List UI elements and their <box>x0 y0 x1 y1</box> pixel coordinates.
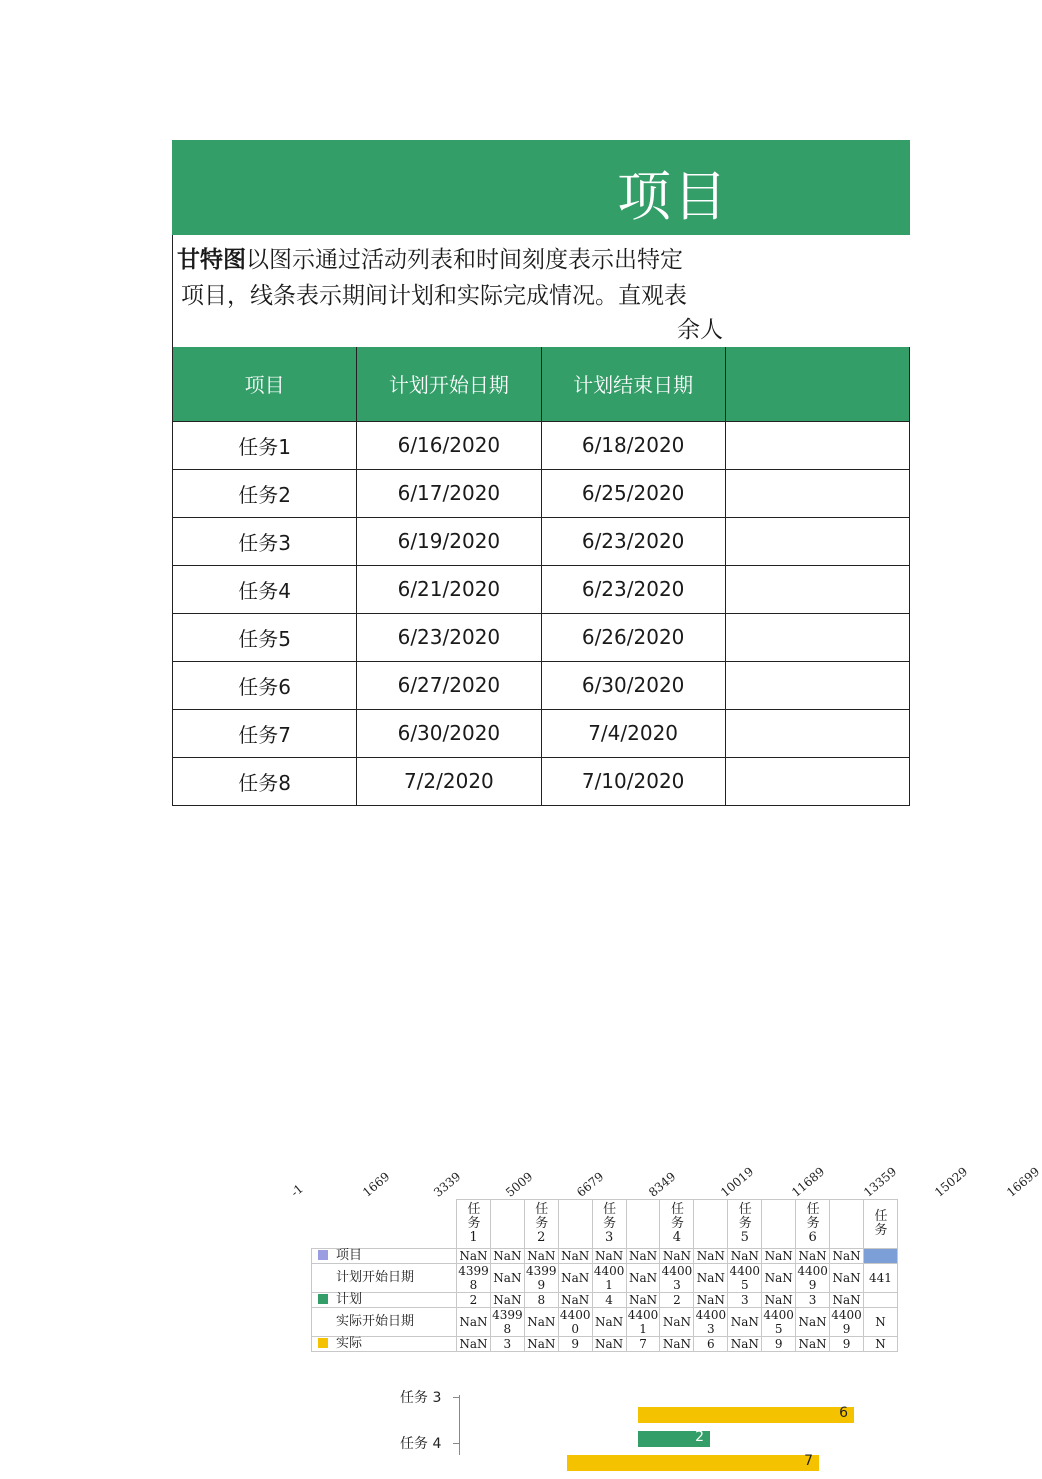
category-char: 任 <box>806 1202 820 1217</box>
title-bar <box>172 140 910 235</box>
header-project: 项目 <box>173 347 357 421</box>
data-cell: NaN <box>490 1249 524 1264</box>
data-cell: NaN <box>626 1293 660 1308</box>
category-char: 务 <box>670 1216 684 1231</box>
data-cell: 3 <box>728 1293 762 1308</box>
series-label <box>312 1264 457 1293</box>
plan-start-cell: 6/17/2020 <box>357 469 541 517</box>
bar-value-label: 7 <box>804 1453 813 1469</box>
task-name-cell: 任务7 <box>173 709 357 757</box>
category-char: 5 <box>740 1230 749 1245</box>
table-row <box>173 757 910 805</box>
table-row <box>173 421 910 469</box>
data-cell: NaN <box>830 1293 864 1308</box>
table-row <box>173 709 910 757</box>
sheet-area <box>172 235 1042 1469</box>
category-char: 3 <box>604 1230 614 1245</box>
clipped-cell <box>725 757 909 805</box>
table-row <box>173 613 910 661</box>
category-cell <box>863 1200 897 1249</box>
series-name: 计划 <box>336 1292 363 1307</box>
data-cell: NaN <box>830 1249 864 1264</box>
category-char: 任 <box>874 1209 888 1224</box>
data-cell: NaN <box>524 1337 558 1352</box>
task-name-cell: 任务4 <box>173 565 357 613</box>
category-cell <box>524 1200 558 1249</box>
x-tick-label: 13359 <box>860 1164 900 1200</box>
data-cell: 9 <box>762 1337 796 1352</box>
category-char: 务 <box>467 1216 481 1231</box>
data-cell: NaN <box>490 1293 524 1308</box>
series-row <box>312 1249 898 1264</box>
clipped-cell <box>725 661 909 709</box>
clipped-cell <box>725 517 909 565</box>
category-cell <box>728 1200 762 1249</box>
data-cell: NaN <box>592 1337 626 1352</box>
description-bold: 甘特图 <box>177 247 246 273</box>
data-cell <box>863 1293 897 1308</box>
task-name-cell: 任务2 <box>173 469 357 517</box>
category-cell <box>796 1200 830 1249</box>
table-row <box>173 661 910 709</box>
page-title: 项目 <box>617 165 729 228</box>
category-char: 务 <box>874 1223 888 1238</box>
category-char: 务 <box>535 1216 549 1231</box>
data-cell: NaN <box>762 1293 796 1308</box>
description-box <box>172 235 725 347</box>
data-cell: 6 <box>694 1337 728 1352</box>
data-cell: NaN <box>456 1308 490 1337</box>
data-cell: 44000 <box>559 1308 591 1336</box>
x-tick-label: -1 <box>288 1181 306 1200</box>
category-cell <box>830 1200 864 1249</box>
data-cell: 43998 <box>492 1308 523 1336</box>
plan-end-cell: 7/4/2020 <box>541 709 725 757</box>
series-row <box>312 1293 898 1308</box>
data-cell: 7 <box>626 1337 660 1352</box>
data-cell: NaN <box>796 1308 830 1337</box>
description-text-1: 以图示通过活动列表和时间刻度表示出特定 <box>246 247 683 273</box>
clipped-cell <box>725 565 909 613</box>
series-name: 实际 <box>336 1336 363 1351</box>
chart-data-table <box>311 1199 898 1352</box>
data-cell: NaN <box>796 1337 830 1352</box>
series-label <box>312 1293 457 1308</box>
category-cell <box>694 1200 728 1249</box>
data-cell: NaN <box>762 1249 796 1264</box>
header-plan-start: 计划开始日期 <box>357 347 541 421</box>
series-name: 计划开始日期 <box>336 1270 415 1285</box>
data-cell: 44003 <box>695 1308 727 1336</box>
category-cell <box>490 1200 524 1249</box>
category-row <box>312 1200 898 1249</box>
plan-start-cell: 6/19/2020 <box>357 517 541 565</box>
data-cell: N <box>863 1308 897 1337</box>
data-cell: NaN <box>558 1249 592 1264</box>
gantt-chart <box>172 1115 1042 1479</box>
series-label <box>312 1337 457 1352</box>
data-cell: 3 <box>490 1337 524 1352</box>
series-row <box>312 1264 898 1293</box>
data-cell: 44005 <box>763 1308 794 1336</box>
data-cell: 44009 <box>831 1308 862 1336</box>
data-cell: NaN <box>490 1264 524 1293</box>
bar-value-label: 2 <box>695 1429 704 1445</box>
x-tick-label: 8349 <box>646 1169 679 1200</box>
data-cell: 441 <box>863 1264 897 1293</box>
data-cell: 44001 <box>593 1264 625 1292</box>
legend-swatch <box>318 1338 328 1348</box>
x-tick-label: 16699 <box>1004 1164 1042 1200</box>
category-char: 务 <box>806 1216 820 1231</box>
data-cell: NaN <box>660 1249 694 1264</box>
category-cell <box>456 1200 490 1249</box>
data-cell: NaN <box>660 1337 694 1352</box>
plan-start-cell: 6/23/2020 <box>357 613 541 661</box>
category-char: 任 <box>670 1202 684 1217</box>
clipped-cell <box>725 709 909 757</box>
table-row <box>173 565 910 613</box>
data-cell: 44003 <box>661 1264 693 1292</box>
task-name-cell: 任务6 <box>173 661 357 709</box>
data-cell: NaN <box>558 1293 592 1308</box>
data-cell <box>863 1249 897 1264</box>
category-char: 任 <box>535 1202 549 1217</box>
data-cell: NaN <box>626 1264 660 1293</box>
data-cell: 4 <box>592 1293 626 1308</box>
plan-end-cell: 6/25/2020 <box>541 469 725 517</box>
plan-start-cell: 6/21/2020 <box>357 565 541 613</box>
series-name: 实际开始日期 <box>336 1314 415 1329</box>
category-char: 任 <box>738 1202 752 1217</box>
data-cell: 44001 <box>627 1308 659 1336</box>
category-char: 1 <box>469 1230 478 1245</box>
x-tick-label: 15029 <box>932 1164 971 1200</box>
data-cell: NaN <box>524 1308 558 1337</box>
data-cell: NaN <box>660 1308 694 1337</box>
data-cell: 43999 <box>526 1264 557 1292</box>
chart-plot-area <box>172 1390 898 1479</box>
data-cell: 2 <box>456 1293 490 1308</box>
plan-end-cell: 6/23/2020 <box>541 517 725 565</box>
data-cell: 44005 <box>729 1264 761 1292</box>
data-cell: 44009 <box>797 1264 828 1292</box>
data-cell: NaN <box>694 1264 728 1293</box>
header-clipped <box>725 347 909 421</box>
x-tick-label: 11689 <box>789 1164 828 1200</box>
category-cell <box>762 1200 796 1249</box>
data-cell: NaN <box>728 1337 762 1352</box>
clipped-cell <box>725 469 909 517</box>
category-cell <box>558 1200 592 1249</box>
table-row <box>173 517 910 565</box>
data-cell: 2 <box>660 1293 694 1308</box>
task-table <box>172 347 910 806</box>
x-tick-label: 3339 <box>431 1169 464 1200</box>
header-plan-end: 计划结束日期 <box>541 347 725 421</box>
data-cell: NaN <box>796 1249 830 1264</box>
legend-swatch <box>318 1294 328 1304</box>
series-row <box>312 1308 898 1337</box>
data-cell: NaN <box>456 1337 490 1352</box>
gantt-bar <box>638 1431 710 1447</box>
x-axis-ticks <box>172 1115 1042 1200</box>
data-cell: NaN <box>728 1249 762 1264</box>
plan-end-cell: 6/23/2020 <box>541 565 725 613</box>
data-cell: NaN <box>626 1249 660 1264</box>
category-char: 务 <box>738 1216 752 1231</box>
gantt-bar <box>567 1455 819 1471</box>
category-cell <box>626 1200 660 1249</box>
bar-value-label: 6 <box>839 1405 848 1421</box>
table-corner <box>312 1200 457 1249</box>
series-row <box>312 1337 898 1352</box>
plan-start-cell: 7/2/2020 <box>357 757 541 805</box>
x-tick-label: 10019 <box>717 1164 756 1200</box>
task-name-cell: 任务3 <box>173 517 357 565</box>
category-char: 务 <box>603 1216 617 1231</box>
plan-start-cell: 6/16/2020 <box>357 421 541 469</box>
plan-start-cell: 6/27/2020 <box>357 661 541 709</box>
y-axis-label: 任务 3 <box>400 1390 442 1406</box>
series-name: 项目 <box>336 1248 363 1263</box>
plan-end-cell: 6/30/2020 <box>541 661 725 709</box>
category-cell <box>592 1200 626 1249</box>
category-char: 6 <box>808 1230 817 1245</box>
data-cell: NaN <box>592 1249 626 1264</box>
plan-end-cell: 6/26/2020 <box>541 613 725 661</box>
data-cell: NaN <box>830 1264 864 1293</box>
clipped-cell <box>725 421 909 469</box>
y-axis-tick <box>453 1397 459 1398</box>
description-line-2: 项目，线条表示期间计划和实际完成情况。直观表 <box>181 283 687 309</box>
data-cell: NaN <box>456 1249 490 1264</box>
data-cell: 8 <box>524 1293 558 1308</box>
plan-start-cell: 6/30/2020 <box>357 709 541 757</box>
data-cell: 3 <box>796 1293 830 1308</box>
data-cell: N <box>863 1337 897 1352</box>
category-cell <box>660 1200 694 1249</box>
y-axis-tick <box>453 1443 459 1444</box>
data-cell: NaN <box>592 1308 626 1337</box>
task-name-cell: 任务1 <box>173 421 357 469</box>
category-char: 2 <box>537 1230 546 1245</box>
category-char: 4 <box>672 1230 682 1245</box>
description-line-1 <box>177 243 683 277</box>
data-cell: NaN <box>524 1249 558 1264</box>
y-axis-label: 任务 4 <box>400 1436 442 1452</box>
data-cell: NaN <box>558 1264 592 1293</box>
x-tick-label: 6679 <box>574 1169 607 1200</box>
data-cell: NaN <box>728 1308 762 1337</box>
data-cell: 9 <box>830 1337 864 1352</box>
y-axis <box>459 1395 460 1455</box>
task-name-cell: 任务5 <box>173 613 357 661</box>
data-cell: 43998 <box>458 1264 489 1292</box>
series-label <box>312 1308 457 1337</box>
category-char: 任 <box>467 1202 481 1217</box>
table-header-row <box>173 347 910 421</box>
data-cell: NaN <box>694 1249 728 1264</box>
data-cell: 9 <box>558 1337 592 1352</box>
category-char: 任 <box>603 1202 617 1217</box>
plan-end-cell: 6/18/2020 <box>541 421 725 469</box>
data-cell: NaN <box>762 1264 796 1293</box>
clipped-cell <box>725 613 909 661</box>
plan-end-cell: 7/10/2020 <box>541 757 725 805</box>
legend-swatch <box>318 1250 328 1260</box>
x-tick-label: 1669 <box>359 1169 392 1200</box>
gantt-bar <box>638 1407 854 1423</box>
data-cell: NaN <box>694 1293 728 1308</box>
description-line-3: 余人 <box>677 317 723 343</box>
x-tick-label: 5009 <box>502 1169 536 1200</box>
task-name-cell: 任务8 <box>173 757 357 805</box>
series-label <box>312 1249 457 1264</box>
table-row <box>173 469 910 517</box>
